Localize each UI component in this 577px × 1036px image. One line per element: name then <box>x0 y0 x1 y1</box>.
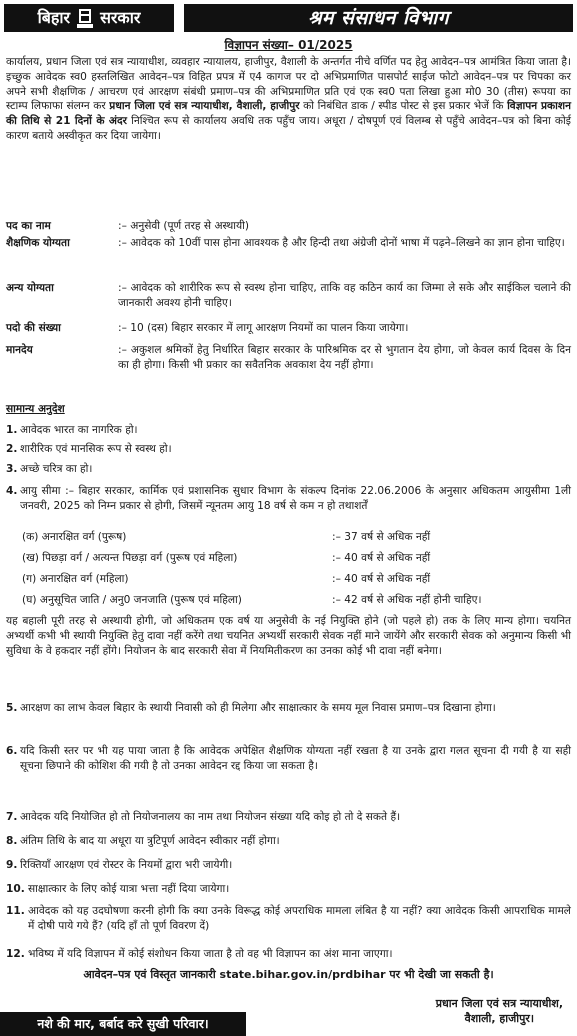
item-number: 10. <box>6 883 25 895</box>
instruction-item <box>6 701 571 716</box>
field-key: पद का नाम <box>6 220 51 232</box>
instruction-item <box>6 904 571 934</box>
field-value: :– आवेदक को 10वीं पास होना आवश्यक है और हिन्दी तथा अंग्रेजी दोनों भाषा में पढ़ने–लिखने का ज्ञान होना चाहिए। <box>118 237 565 249</box>
emblem-icon <box>76 7 94 29</box>
application-info-line: आवेदन–पत्र एवं विस्तृत जानकारी state.bihar.gov.in/prdbihar पर भी देखी जा सकती है। <box>83 968 494 981</box>
item-text: आरक्षण का लाभ केवल बिहार के स्थायी निवासी को ही मिलेगा और साक्षात्कार के समय मूल निवास प्रमाण–पत्र दिखाना होगा। <box>20 702 496 714</box>
field-key: शैक्षणिक योग्यता <box>6 237 70 249</box>
instruction-item <box>6 834 571 849</box>
bihar-sarkar-banner <box>4 4 174 32</box>
intro-text-3: निश्चित रूप से कार्यालय अवधि तक पहुँच जाय। अधूरा / दोषपूर्ण एवं विलम्ब से पहुँचे आवेदन–पत्र को बिना कोई कारण बताये अस्वीकृत कर दिया जायेगा। <box>6 115 572 142</box>
intro-text-1: कार्यालय, प्रधान जिला एवं सत्र न्यायाधीश, व्यवहार न्यायालय, हाजीपुर, वैशाली के अन्तर्गत नीचे वर्णित पद हेतु आवेदन–पत्र आमंत्रित किया जाता है। इच्छुक आवेदक स्व0 हस्तलिखित आवेदन–पत्र विहित प्रपत्र में ए4 कागज पर दो अभिप्रमाणित पासपोर्ट साईज फोटो आवेदन–पत्र पर चिपका कर अपने सभी शैक्षणिक / आचरण एवं आरक्षण संबंधी प्रमाण–पत्र की अभिप्रमाणित प्रति एवं एक स्व0 पता लिखा हुआ मो0 30 (तीस) रूपया का स्टाम्प लिफाफा संलग्न कर <box>6 56 571 113</box>
field-key: अन्य योग्यता <box>6 282 54 294</box>
item-text: रिक्तियाँ आरक्षण एवं रोस्टर के नियमों द्वारा भरी जायेगी। <box>20 859 233 871</box>
field-value: :– अकुशल श्रमिकों हेतु निर्धारित बिहार सरकार के पारिश्रमिक दर से भुगतान देय होगा, जो केवल कार्य दिवस के दिन का ही होगा। किसी भी प्रकार का सवैतनिक अवकाश देय नहीं होगा। <box>118 344 571 371</box>
advt-no-text: विज्ञापन संख्या– 01/2025 <box>224 38 353 52</box>
general-instructions-heading: सामान्य अनुदेश <box>6 403 65 415</box>
category-limit: :– 40 वर्ष से अधिक नहीं <box>332 552 431 564</box>
item-number: 3. <box>6 463 18 475</box>
item-text: आवेदक को यह उदघोषणा करनी होगी कि क्या उनके विरूद्ध कोई अपराधिक मामला लंबित है या नहीं? क्या आवेदक किसी आपराधिक मामले में दोषी पाये गये हैं? (यदि हाँ तो पूर्ण विवरण दें) <box>28 905 571 932</box>
age-category-row <box>22 551 571 566</box>
category-label: (घ) अनुसूचित जाति / अनु0 जनजाति (पुरूष एवं महिला) <box>22 594 242 606</box>
item-text: आयु सीमा :– बिहार सरकार, कार्मिक एवं प्रशासनिक सुधार विभाग के संकल्प दिनांक 22.06.2006 के अनुसार अधिकतम आयुसीमा 1ली जनवरी, 2025 को निम्न प्रकार से होगी, जिसमें न्यूनतम आयु 18 वर्ष से कम न हो तथाशर्तें <box>20 485 571 512</box>
item-text: यदि किसी स्तर पर भी यह पाया जाता है कि आवेदक अपेक्षित शैक्षणिक योग्यता नहीं रखता है या उनके द्वारा गलत सूचना दी गयी है या सही सूचना छिपाने की कोशिश की गयी है तो उनका आवेदन रद्द किया जा सकता है। <box>20 745 571 772</box>
item-text: भविष्य में यदि विज्ञापन में कोई संशोधन किया जाता है तो वह भी विज्ञापन का अंश माना जाएगा। <box>28 948 393 960</box>
item-number: 5. <box>6 702 18 714</box>
temporary-appointment-note: यह बहाली पूरी तरह से अस्थायी होगी, जो अधिकतम एक वर्ष या अनुसेवी के नई नियुक्ति होने (जो पहले हो) तक के लिए मान्य होगा। चयनित अभ्यर्थी कभी भी स्थायी नियुक्ति हेतु दावा नहीं करेंगे तथा चयनित अभ्यर्थी सरकारी सेवक नहीं माने जायेंगे और सरकारी सेवक को अनुमान्य किसी भी सुविधा के वे हकदार नहीं होंगे। नियोजन के बाद सरकारी सेवा में नियमितीकरण का उनका कोई भी दावा नहीं बनेगा। <box>6 615 571 657</box>
field-value: :– अनुसेवी (पूर्ण तरह से अस्थायी) <box>118 220 249 232</box>
intro-bold-2: विज्ञापन प्रकाशन की तिथि से 21 दिनों के अंदर <box>6 100 572 128</box>
item-text: शारीरिक एवं मानसिक रूप से स्वस्थ हो। <box>20 443 172 455</box>
item-text: अंतिम तिथि के बाद या अधूरा या त्रुटिपूर्ण आवेदन स्वीकार नहीं होगा। <box>20 835 280 847</box>
signatory-title: प्रधान जिला एवं सत्र न्यायाधीश, <box>435 997 563 1010</box>
department-banner: श्रम संसाधन विभाग <box>184 4 573 32</box>
field-value: :– आवेदक को शारीरिक रूप से स्वस्थ होना चाहिए, ताकि वह कठिन कार्य का जिम्मा ले सके और साईकिल चलाने की जानकारी अवश्य होनी चाहिए। <box>118 282 571 309</box>
field-key: पदो की संख्या <box>6 322 61 334</box>
instruction-item <box>6 882 571 897</box>
age-category-row <box>22 572 571 587</box>
advertisement-number <box>0 38 577 54</box>
item-text: अच्छे चरित्र का हो। <box>20 463 93 475</box>
item-text: आवेदक भारत का नागरिक हो। <box>20 424 138 436</box>
field-education <box>6 236 571 251</box>
field-honorarium <box>6 343 571 373</box>
instruction-item <box>6 947 571 962</box>
banner-left-label: बिहार <box>37 7 71 27</box>
item-number: 8. <box>6 835 18 847</box>
age-category-row <box>22 593 571 608</box>
item-number: 6. <box>6 745 18 757</box>
instruction-item <box>6 423 571 438</box>
signature-block <box>436 996 563 1026</box>
instruction-item <box>6 462 571 477</box>
instruction-item-age <box>6 484 571 514</box>
category-label: (ख) पिछड़ा वर्ग / अत्यन्त पिछड़ा वर्ग (पुरूष एवं महिला) <box>22 552 238 564</box>
intro-paragraph <box>6 55 571 144</box>
field-post-count <box>6 321 571 336</box>
item-number: 4. <box>6 485 18 497</box>
category-label: (ग) अनारक्षित वर्ग (महिला) <box>22 573 129 585</box>
header <box>4 4 573 32</box>
instruction-item <box>6 858 571 873</box>
signatory-place: वैशाली, हाजीपुर। <box>464 1012 535 1025</box>
item-number: 7. <box>6 811 18 823</box>
age-category-row <box>22 530 571 545</box>
item-number: 9. <box>6 859 18 871</box>
field-other-qualification <box>6 281 571 311</box>
item-number: 12. <box>6 948 25 960</box>
item-number: 2. <box>6 443 18 455</box>
field-key: मानदेय <box>6 344 33 356</box>
field-post-name <box>6 219 571 234</box>
intro-bold-1: प्रधान जिला एवं सत्र न्यायाधीश, वैशाली, हाजीपुर <box>109 100 300 113</box>
item-number: 11. <box>6 905 25 917</box>
category-limit: :– 42 वर्ष से अधिक नहीं होनी चाहिए। <box>332 594 482 606</box>
category-label: (क) अनारक्षित वर्ग (पुरूष) <box>22 531 127 543</box>
item-number: 1. <box>6 424 18 436</box>
field-value: :– 10 (दस) बिहार सरकार में लागू आरक्षण नियमों का पालन किया जायेगा। <box>118 322 409 334</box>
instruction-item <box>6 810 571 825</box>
instruction-item <box>6 442 571 457</box>
category-limit: :– 37 वर्ष से अधिक नहीं <box>332 531 431 543</box>
item-text: आवेदक यदि नियोजित हो तो नियोजनालय का नाम तथा नियोजन संख्या यदि कोइ हो तो दे सकते हैं। <box>20 811 401 823</box>
intro-text-2: को निबंधित डाक / स्पीड पोस्ट से इस प्रकार भेजें कि <box>303 100 504 113</box>
item-text: साक्षात्कार के लिए कोई यात्रा भत्ता नहीं दिया जायेगा। <box>28 883 230 895</box>
anti-addiction-slogan: नशे की मार, बर्बाद करे सुखी परिवार। <box>0 1012 246 1036</box>
category-limit: :– 40 वर्ष से अधिक नहीं <box>332 573 431 585</box>
instruction-item <box>6 744 571 774</box>
banner-right-label: सरकार <box>100 7 141 27</box>
